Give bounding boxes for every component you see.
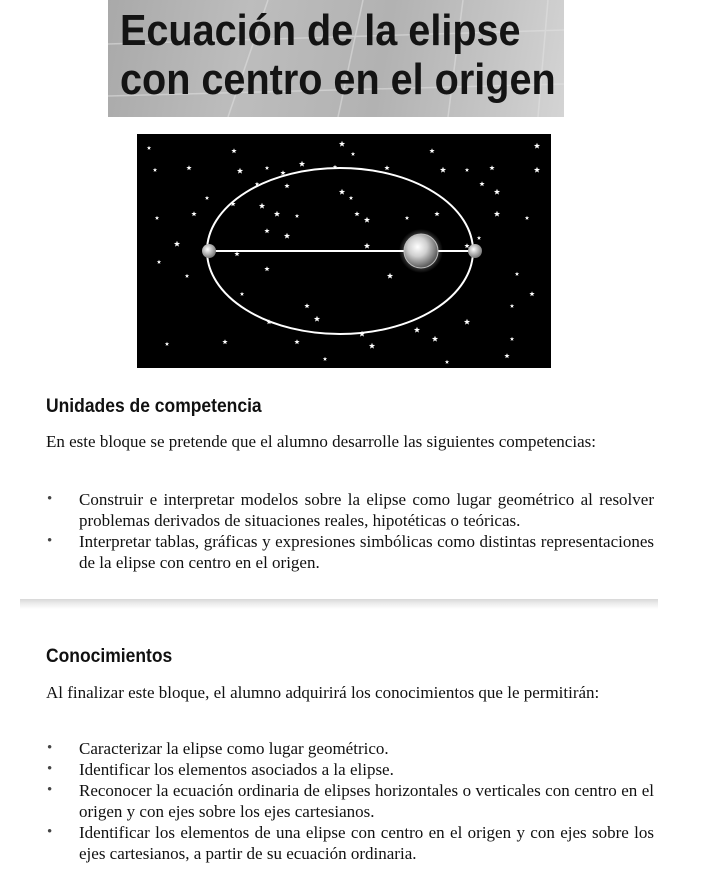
- star-icon: [191, 211, 196, 216]
- list-item: • Reconocer la ecuación ordinaria de elipses horizontales o verticales con centro en el origen y con ejes sobre los ejes cartesianos.: [47, 781, 654, 821]
- list-item: • Identificar los elementos asociados a la elipse.: [47, 760, 394, 779]
- star-icon: [510, 304, 514, 308]
- conocimientos-list: [46, 738, 654, 864]
- star-icon: [504, 353, 509, 358]
- star-icon: [510, 337, 514, 341]
- right-vertex-planet: [468, 244, 482, 258]
- star-icon: [534, 167, 540, 173]
- bullet-icon: •: [47, 761, 53, 777]
- star-icon: [464, 319, 470, 325]
- star-icon: [384, 165, 389, 170]
- star-icon: [174, 241, 180, 247]
- competencias-heading: Unidades de competencia: [46, 396, 262, 417]
- star-icon: [432, 336, 438, 342]
- star-icon: [465, 168, 469, 172]
- star-icon: [369, 343, 375, 349]
- competencias-list: [46, 489, 654, 573]
- page-title-line-2: con centro en el origen: [120, 55, 556, 104]
- star-icon: [534, 143, 540, 149]
- conocimientos-intro: Al finalizar este bloque, el alumno adquirirá los conocimientos que le permitirán:: [46, 683, 600, 702]
- star-icon: [349, 196, 353, 200]
- star-icon: [339, 141, 345, 147]
- star-icon: [304, 303, 309, 308]
- bullet-icon: •: [47, 533, 53, 549]
- star-icon: [155, 216, 159, 220]
- star-icon: [445, 360, 449, 364]
- star-icon: [354, 211, 359, 216]
- star-icon: [429, 148, 434, 153]
- star-icon: [284, 233, 290, 239]
- bullet-icon: •: [47, 740, 53, 756]
- title-banner: [108, 0, 564, 117]
- star-icon: [364, 243, 370, 249]
- page-title-line-1: Ecuación de la elipse: [120, 6, 521, 55]
- star-icon: [314, 316, 320, 322]
- star-icon: [294, 339, 299, 344]
- star-icon: [299, 161, 305, 167]
- section-divider: [20, 599, 658, 609]
- star-icon: [231, 148, 236, 153]
- star-icon: [494, 189, 500, 195]
- left-vertex-planet: [202, 244, 216, 258]
- page-title: [120, 6, 556, 104]
- star-icon: [477, 236, 481, 240]
- list-item: • Construir e interpretar modelos sobre la elipse como lugar geométrico al resolver problemas derivados de situaciones reales, hipotéticas o teóricas.: [47, 490, 654, 530]
- ellipse-illustration-svg: [137, 134, 551, 368]
- bullet-icon: •: [47, 824, 53, 840]
- star-icon: [529, 291, 534, 296]
- star-icon: [494, 211, 500, 217]
- star-icon: [157, 260, 161, 264]
- star-icon: [414, 327, 420, 333]
- star-icon: [240, 292, 244, 296]
- star-icon: [515, 272, 519, 276]
- star-icon: [295, 214, 299, 218]
- star-icon: [323, 357, 327, 361]
- bullet-icon: •: [47, 491, 53, 507]
- star-icon: [237, 168, 243, 174]
- star-icon: [339, 189, 345, 195]
- star-icon: [387, 273, 393, 279]
- list-item: • Interpretar tablas, gráficas y expresiones simbólicas como distintas representaciones de la elipse con centro en el origen.: [47, 532, 654, 572]
- star-icon: [264, 266, 269, 271]
- star-icon: [489, 165, 494, 170]
- bullet-icon: •: [47, 782, 53, 798]
- competencias-intro: En este bloque se pretende que el alumno desarrolle las siguientes competencias:: [46, 432, 596, 451]
- star-icon: [264, 228, 269, 233]
- star-icon: [274, 211, 280, 217]
- star-icon: [464, 243, 469, 248]
- star-icon: [205, 196, 209, 200]
- star-icon: [265, 166, 269, 170]
- star-icon: [284, 183, 289, 188]
- star-icon: [479, 181, 484, 186]
- star-icon: [185, 274, 189, 278]
- list-item: • Caracterizar la elipse como lugar geométrico.: [47, 739, 389, 758]
- sun-focus: [404, 234, 438, 268]
- star-icon: [351, 152, 355, 156]
- star-icon: [186, 165, 191, 170]
- star-icon: [259, 203, 265, 209]
- star-icon: [222, 339, 227, 344]
- conocimientos-heading: Conocimientos: [46, 646, 173, 667]
- star-icon: [364, 217, 370, 223]
- star-icon: [525, 216, 529, 220]
- star-icon: [165, 342, 169, 346]
- list-item: • Identificar los elementos de una elipse con centro en el origen y con ejes sobre los ejes cartesianos, a partir de su ecuación ordinaria.: [47, 823, 654, 863]
- star-icon: [434, 211, 439, 216]
- ellipse-illustration: [137, 134, 551, 368]
- star-icon: [153, 168, 157, 172]
- star-icon: [147, 146, 151, 150]
- star-icon: [405, 216, 409, 220]
- star-icon: [440, 167, 446, 173]
